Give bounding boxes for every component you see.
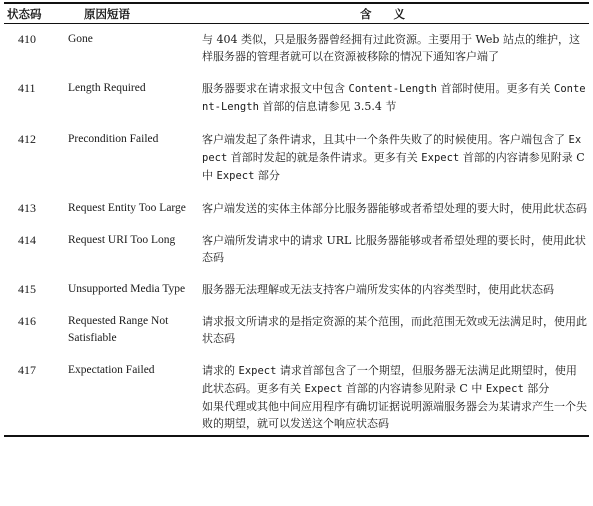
cell-code: 410: [18, 32, 36, 46]
cell-code: 416: [18, 314, 36, 328]
meaning-paragraph: [202, 362, 587, 398]
meaning-text: 首部的内容请参见附录 C 中: [342, 382, 486, 395]
table-row-413: [4, 193, 589, 225]
cell-phrase: Request Entity Too Large: [68, 202, 186, 214]
header-field-name: Content-Length: [348, 83, 438, 95]
header-field-name: Content-Length: [202, 83, 586, 113]
cell-meaning: 客户端所发请求中的请求 URL 比服务器能够或者希望处理的要长时，使用此状态码: [202, 234, 586, 264]
cell-phrase: Gone: [68, 33, 93, 45]
cell-phrase: Length Required: [68, 82, 146, 94]
cell-phrase: Requested Range Not Satisfiable: [68, 315, 169, 344]
cell-meaning: [198, 124, 589, 193]
table-row-411: [4, 73, 589, 124]
table-row-410: [4, 24, 589, 74]
table-row-417: [4, 355, 589, 436]
header-field-name: Expect: [216, 170, 255, 182]
cell-code: 417: [18, 363, 36, 377]
header-field-name: Expect: [238, 365, 277, 377]
header-meaning: 含义: [360, 6, 427, 21]
meaning-text: 首部的信息请参见 3.5.4 节: [258, 100, 397, 113]
cell-phrase: Unsupported Media Type: [68, 283, 186, 295]
meaning-paragraph: 如果代理或其他中间应用程序有确切证据说明源端服务器会为某请求产生一个失败的期望，就可以发送这个响应状态码: [202, 400, 587, 430]
table-row-414: [4, 225, 589, 274]
cell-phrase: Precondition Failed: [68, 133, 159, 145]
cell-meaning: 服务器无法理解或无法支持客户端所发实体的内容类型时，使用此状态码: [202, 283, 554, 296]
cell-meaning: [198, 355, 589, 436]
header-field-name: Expect: [202, 134, 582, 164]
table-row-415: [4, 274, 589, 306]
meaning-text: 客户端发起了条件请求，且其中一个条件失败了的时候使用。客户端包含了: [202, 133, 569, 146]
cell-phrase: Request URI Too Long: [68, 234, 176, 246]
meaning-text: 请求首部包含了一个期望，但服务器无法满足此期望时，使用此状态码。更多有关: [202, 364, 577, 395]
cell-code: 414: [18, 233, 36, 247]
meaning-text: 首部时使用。更多有关: [437, 82, 555, 95]
table-row-416: [4, 306, 589, 355]
header-field-name: Expect: [421, 152, 460, 164]
meaning-text: 首部时发起的就是条件请求。更多有关: [227, 151, 422, 164]
cell-code: 413: [18, 201, 36, 215]
meaning-text: 请求的: [202, 364, 239, 377]
status-code-table-page: [4, 2, 589, 437]
cell-meaning: 客户端发送的实体主体部分比服务器能够或者希望处理的要大时，使用此状态码: [202, 202, 587, 215]
meaning-text: 部分: [254, 169, 280, 182]
header-status-code: 状态码: [7, 6, 42, 21]
cell-code: 412: [18, 132, 36, 146]
header-field-name: Expect: [485, 383, 524, 395]
cell-meaning: 请求报文所请求的是指定资源的某个范围，而此范围无效或无法满足时，使用此状态码: [202, 315, 587, 345]
meaning-text: 首部的内容请参见附录 C 中: [202, 151, 585, 182]
cell-phrase: Expectation Failed: [68, 364, 155, 376]
cell-meaning: [198, 73, 589, 124]
table-row-412: [4, 124, 589, 193]
header-reason-phrase: 原因短语: [84, 6, 130, 21]
cell-code: 411: [18, 81, 36, 95]
table-header-row: [4, 3, 589, 24]
cell-code: 415: [18, 282, 36, 296]
meaning-text: 部分: [523, 382, 550, 395]
status-code-table: [4, 2, 589, 437]
header-field-name: Expect: [304, 383, 343, 395]
meaning-text: 服务器要求在请求报文中包含: [202, 82, 349, 95]
cell-meaning: 与 404 类似，只是服务器曾经拥有过此资源。主要用于 Web 站点的维护，这样服务器的管理者就可以在资源被移除的情况下通知客户端了: [202, 33, 580, 63]
